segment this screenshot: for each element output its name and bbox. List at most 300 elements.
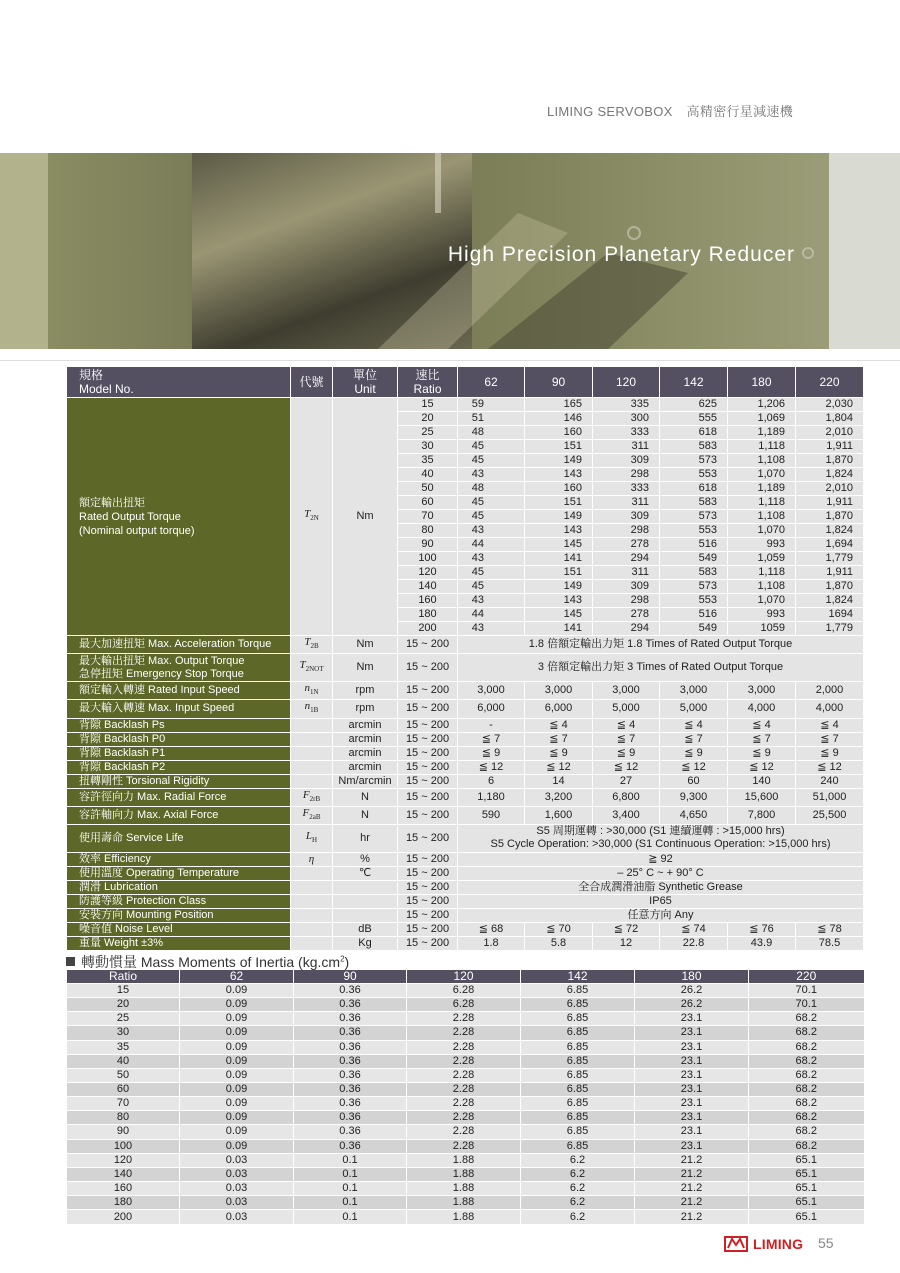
- radial-row: [67, 788, 864, 806]
- rigid-row: [67, 774, 864, 788]
- torque-value: 278: [593, 608, 660, 622]
- temp-ratio: 15 ~ 200: [398, 866, 458, 880]
- eff-value: ≧ 92: [458, 852, 864, 866]
- p0-value: ≦ 7: [458, 732, 525, 746]
- rigid-unit: Nm/arcmin: [333, 774, 398, 788]
- torque-value: 298: [593, 524, 660, 538]
- inertia-value-cell: 23.1: [635, 1012, 749, 1026]
- mount-symbol: [291, 908, 333, 922]
- mount-unit: [333, 908, 398, 922]
- inertia-ratio-cell: 20: [67, 998, 180, 1012]
- temp-value: – 25° C ~ + 90° C: [458, 866, 864, 880]
- model-header-en: Model No.: [79, 382, 134, 396]
- noise-unit: dB: [333, 922, 398, 936]
- inertia-row: [67, 984, 864, 998]
- torque-value: 553: [660, 524, 728, 538]
- weight-row: [67, 936, 864, 950]
- inertia-value-cell: 0.03: [180, 1196, 294, 1210]
- inertia-value-cell: 68.2: [749, 1097, 864, 1111]
- torque-value: 1,911: [796, 440, 864, 454]
- axial-row: [67, 806, 864, 824]
- p1-ratio: 15 ~ 200: [398, 746, 458, 760]
- header-brand-line: [0, 101, 793, 120]
- inertia-value-cell: 6.85: [521, 998, 635, 1012]
- estop-label-2: 急停扭矩 Emergency Stop Torque: [79, 667, 244, 680]
- torque-value: 553: [660, 468, 728, 482]
- p1-value: ≦ 9: [660, 746, 728, 760]
- inertia-value-cell: 68.2: [749, 1068, 864, 1082]
- inertia-value-cell: 2.28: [407, 1040, 521, 1054]
- torque-value: 45: [458, 580, 525, 594]
- torque-value: 516: [660, 538, 728, 552]
- ratio-cell: 120: [398, 566, 458, 580]
- torque-value: 2,010: [796, 426, 864, 440]
- ratio-cell: 30: [398, 440, 458, 454]
- torque-value: 44: [458, 608, 525, 622]
- torque-value: 143: [525, 524, 593, 538]
- lub-label: 潤滑 Lubrication: [67, 880, 291, 894]
- torque-value: 45: [458, 566, 525, 580]
- lub-symbol: [291, 880, 333, 894]
- temp-unit: ℃: [333, 866, 398, 880]
- inertia-row: [67, 1196, 864, 1210]
- mount-label: 安裝方向 Mounting Position: [67, 908, 291, 922]
- inertia-value-cell: 68.2: [749, 1082, 864, 1096]
- inertia-value-cell: 6.2: [521, 1153, 635, 1167]
- radial-value: 15,600: [728, 788, 796, 806]
- inertia-value-cell: 0.03: [180, 1181, 294, 1195]
- accel-symbol: $T_{2B}$: [291, 636, 333, 654]
- torque-value: 278: [593, 538, 660, 552]
- inertia-value-cell: 0.03: [180, 1210, 294, 1224]
- inertia-row: [67, 1210, 864, 1224]
- inertia-value-cell: 6.85: [521, 1068, 635, 1082]
- torque-value: 45: [458, 496, 525, 510]
- max_speed-value: 5,000: [593, 700, 660, 718]
- inertia-value-cell: 1.88: [407, 1196, 521, 1210]
- torque-value: 59: [458, 398, 525, 412]
- torque-value: 335: [593, 398, 660, 412]
- inertia-value-cell: 6.85: [521, 1097, 635, 1111]
- inertia-value-cell: 0.36: [294, 1040, 407, 1054]
- inertia-col-header: 180: [635, 970, 749, 984]
- ps-value: ≦ 4: [728, 718, 796, 732]
- accel-row: [67, 636, 864, 654]
- inertia-value-cell: 0.03: [180, 1153, 294, 1167]
- ps-value: ≦ 4: [525, 718, 593, 732]
- inertia-value-cell: 2.28: [407, 1054, 521, 1068]
- inertia-value-cell: 0.36: [294, 998, 407, 1012]
- torque-value: 993: [728, 608, 796, 622]
- temp-label: 使用溫度 Operating Temperature: [67, 866, 291, 880]
- torque-value: 45: [458, 454, 525, 468]
- inertia-row: [67, 1153, 864, 1167]
- torque-value: 151: [525, 440, 593, 454]
- inertia-value-cell: 21.2: [635, 1167, 749, 1181]
- brand-name: LIMING SERVOBOX: [546, 104, 673, 119]
- inertia-value-cell: 0.09: [180, 1097, 294, 1111]
- torque-value: 625: [660, 398, 728, 412]
- inertia-value-cell: 68.2: [749, 1040, 864, 1054]
- footer-brand: LIMING: [753, 1236, 804, 1252]
- radial-value: 6,800: [593, 788, 660, 806]
- noise-row: [67, 922, 864, 936]
- rated_speed-value: 3,000: [458, 682, 525, 700]
- inertia-value-cell: 0.03: [180, 1167, 294, 1181]
- eff-row: [67, 852, 864, 866]
- inertia-ratio-cell: 160: [67, 1181, 180, 1195]
- ratio-header-en: Ratio: [413, 382, 442, 396]
- inertia-ratio-cell: 200: [67, 1210, 180, 1224]
- inertia-value-cell: 0.09: [180, 1026, 294, 1040]
- inertia-value-cell: 0.36: [294, 1097, 407, 1111]
- inertia-value-cell: 6.85: [521, 1082, 635, 1096]
- lub-row: [67, 880, 864, 894]
- inertia-value-cell: 2.28: [407, 1012, 521, 1026]
- model-header-cn: 規格: [79, 368, 104, 382]
- inertia-value-cell: 6.85: [521, 1111, 635, 1125]
- lub-ratio: 15 ~ 200: [398, 880, 458, 894]
- torque-value: 1,108: [728, 510, 796, 524]
- spec-table: [66, 366, 864, 951]
- inertia-value-cell: 2.28: [407, 1068, 521, 1082]
- inertia-value-cell: 0.36: [294, 1026, 407, 1040]
- p2-value: ≦ 12: [728, 760, 796, 774]
- p2-value: ≦ 12: [593, 760, 660, 774]
- estop-value: 3 倍額定輸出力矩 3 Times of Rated Output Torque: [458, 654, 864, 682]
- torque-value: 1,118: [728, 440, 796, 454]
- banner-title: High Precision Planetary Reducer: [447, 243, 795, 266]
- axial-value: 7,800: [728, 806, 796, 824]
- ratio-cell: 35: [398, 454, 458, 468]
- ratio-header: [398, 367, 458, 398]
- radial-value: 1,180: [458, 788, 525, 806]
- max_speed-ratio: 15 ~ 200: [398, 700, 458, 718]
- inertia-value-cell: 6.28: [407, 998, 521, 1012]
- p2-symbol: [291, 760, 333, 774]
- inertia-title-close: ): [344, 954, 350, 970]
- temp-row: [67, 866, 864, 880]
- noise-ratio: 15 ~ 200: [398, 922, 458, 936]
- rated_speed-label: 額定輸入轉速 Rated Input Speed: [67, 682, 291, 700]
- inertia-value-cell: 0.09: [180, 984, 294, 998]
- torque-value: 141: [525, 622, 593, 636]
- axial-value: 590: [458, 806, 525, 824]
- radial-value: 51,000: [796, 788, 864, 806]
- ratio-cell: 15: [398, 398, 458, 412]
- inertia-ratio-cell: 100: [67, 1139, 180, 1153]
- rigid-value: 6: [458, 774, 525, 788]
- ps-unit: arcmin: [333, 718, 398, 732]
- p2-ratio: 15 ~ 200: [398, 760, 458, 774]
- inertia-value-cell: 68.2: [749, 1125, 864, 1139]
- inertia-value-cell: 68.2: [749, 1111, 864, 1125]
- radial-label: 容許徑向力 Max. Radial Force: [67, 788, 291, 806]
- ratio-cell: 20: [398, 412, 458, 426]
- torque-value: 1,070: [728, 524, 796, 538]
- inertia-row: [67, 1125, 864, 1139]
- prot-unit: [333, 894, 398, 908]
- life-value: [458, 824, 864, 852]
- inertia-value-cell: 2.28: [407, 1139, 521, 1153]
- inertia-value-cell: 23.1: [635, 1068, 749, 1082]
- torque-value: 1,069: [728, 412, 796, 426]
- inertia-value-cell: 23.1: [635, 1082, 749, 1096]
- inertia-value-cell: 2.28: [407, 1125, 521, 1139]
- p2-value: ≦ 12: [525, 760, 593, 774]
- ps-value: ≦ 4: [660, 718, 728, 732]
- torque-value: 333: [593, 482, 660, 496]
- p2-label: 背隙 Backlash P2: [67, 760, 291, 774]
- torque-symbol: $T_{2N}$: [291, 398, 333, 636]
- p1-row: [67, 746, 864, 760]
- weight-value: 22.8: [660, 936, 728, 950]
- page-number: 55: [818, 1235, 834, 1251]
- torque-value: 141: [525, 552, 593, 566]
- torque-value: 1,108: [728, 454, 796, 468]
- noise-symbol: [291, 922, 333, 936]
- inertia-ratio-cell: 180: [67, 1196, 180, 1210]
- size-header: 142: [660, 367, 728, 398]
- torque-value: 1,824: [796, 524, 864, 538]
- estop-row: [67, 654, 864, 682]
- inertia-value-cell: 6.85: [521, 1012, 635, 1026]
- inertia-col-header: 142: [521, 970, 635, 984]
- torque-value: 2,030: [796, 398, 864, 412]
- size-header: 62: [458, 367, 525, 398]
- torque-value: 516: [660, 608, 728, 622]
- inertia-ratio-cell: 90: [67, 1125, 180, 1139]
- torque-value: 43: [458, 524, 525, 538]
- torque-value: 51: [458, 412, 525, 426]
- torque-value: 1,911: [796, 496, 864, 510]
- prot-row: [67, 894, 864, 908]
- inertia-row: [67, 1097, 864, 1111]
- prot-ratio: 15 ~ 200: [398, 894, 458, 908]
- inertia-value-cell: 0.36: [294, 1012, 407, 1026]
- axial-ratio: 15 ~ 200: [398, 806, 458, 824]
- torque-value: 583: [660, 496, 728, 510]
- inertia-value-cell: 6.2: [521, 1167, 635, 1181]
- max_speed-value: 5,000: [660, 700, 728, 718]
- weight-value: 12: [593, 936, 660, 950]
- ratio-cell: 40: [398, 468, 458, 482]
- inertia-value-cell: 0.1: [294, 1196, 407, 1210]
- torque-value: 1,118: [728, 566, 796, 580]
- torque-value: 145: [525, 538, 593, 552]
- axial-unit: N: [333, 806, 398, 824]
- inertia-value-cell: 6.28: [407, 984, 521, 998]
- axial-symbol: $F_{2aB}$: [291, 806, 333, 824]
- torque-label-note: (Nominal output torque): [79, 524, 195, 537]
- inertia-row: [67, 1040, 864, 1054]
- inertia-value-cell: 6.85: [521, 1040, 635, 1054]
- torque-value: 48: [458, 482, 525, 496]
- inertia-value-cell: 21.2: [635, 1153, 749, 1167]
- size-header: 90: [525, 367, 593, 398]
- inertia-ratio-cell: 120: [67, 1153, 180, 1167]
- p1-value: ≦ 9: [458, 746, 525, 760]
- torque-value: 553: [660, 594, 728, 608]
- ratio-cell: 80: [398, 524, 458, 538]
- rigid-value: 140: [728, 774, 796, 788]
- torque-value: 1,870: [796, 510, 864, 524]
- inertia-value-cell: 0.36: [294, 1068, 407, 1082]
- torque-label-en: Rated Output Torque: [79, 510, 181, 523]
- inertia-value-cell: 0.36: [294, 1125, 407, 1139]
- ps-label: 背隙 Backlash Ps: [67, 718, 291, 732]
- inertia-ratio-cell: 40: [67, 1054, 180, 1068]
- inertia-value-cell: 0.09: [180, 1054, 294, 1068]
- inertia-value-cell: 23.1: [635, 1040, 749, 1054]
- torque-value: 573: [660, 580, 728, 594]
- inertia-row: [67, 998, 864, 1012]
- eff-ratio: 15 ~ 200: [398, 852, 458, 866]
- radial-value: 3,200: [525, 788, 593, 806]
- ratio-cell: 50: [398, 482, 458, 496]
- size-header: 180: [728, 367, 796, 398]
- inertia-col-header: 62: [180, 970, 294, 984]
- p1-label: 背隙 Backlash P1: [67, 746, 291, 760]
- inertia-value-cell: 0.09: [180, 1068, 294, 1082]
- torque-value: 311: [593, 496, 660, 510]
- torque-value: 43: [458, 552, 525, 566]
- torque-value: 149: [525, 580, 593, 594]
- torque-value: 1694: [796, 608, 864, 622]
- inertia-table: [66, 970, 864, 1224]
- torque-value: 1,779: [796, 552, 864, 566]
- weight-symbol: [291, 936, 333, 950]
- torque-value: 43: [458, 594, 525, 608]
- inertia-value-cell: 21.2: [635, 1196, 749, 1210]
- mount-value: 任意方向 Any: [458, 908, 864, 922]
- noise-value: ≦ 72: [593, 922, 660, 936]
- ratio-cell: 25: [398, 426, 458, 440]
- torque-value: 309: [593, 510, 660, 524]
- p2-row: [67, 760, 864, 774]
- rated_speed-row: [67, 682, 864, 700]
- eff-symbol: η: [291, 852, 333, 866]
- inertia-value-cell: 0.09: [180, 1111, 294, 1125]
- estop-label: [67, 654, 291, 682]
- torque-value: 1,870: [796, 580, 864, 594]
- ratio-cell: 100: [398, 552, 458, 566]
- torque-value: 145: [525, 608, 593, 622]
- rigid-ratio: 15 ~ 200: [398, 774, 458, 788]
- ratio-cell: 140: [398, 580, 458, 594]
- inertia-value-cell: 0.09: [180, 1139, 294, 1153]
- axial-value: 1,600: [525, 806, 593, 824]
- inertia-row: [67, 1026, 864, 1040]
- p1-value: ≦ 9: [796, 746, 864, 760]
- torque-value: 549: [660, 552, 728, 566]
- liming-logo-icon: [724, 1234, 748, 1252]
- rated_speed-value: 2,000: [796, 682, 864, 700]
- inertia-value-cell: 0.1: [294, 1167, 407, 1181]
- inertia-value-cell: 6.85: [521, 1139, 635, 1153]
- inertia-row: [67, 1082, 864, 1096]
- axial-value: 25,500: [796, 806, 864, 824]
- lub-value: 全合成潤滑油脂 Synthetic Grease: [458, 880, 864, 894]
- inertia-header-row: [67, 970, 864, 984]
- estop-label-1: 最大輸出扭矩 Max. Output Torque: [79, 654, 245, 667]
- inertia-col-header: 220: [749, 970, 864, 984]
- radial-value: 9,300: [660, 788, 728, 806]
- ps-value: -: [458, 718, 525, 732]
- torque-unit: Nm: [333, 398, 398, 636]
- torque-value: 48: [458, 426, 525, 440]
- torque-value: 583: [660, 566, 728, 580]
- bullet-square-icon: [66, 957, 75, 966]
- inertia-value-cell: 1.88: [407, 1167, 521, 1181]
- inertia-value-cell: 65.1: [749, 1153, 864, 1167]
- p2-value: ≦ 12: [458, 760, 525, 774]
- inertia-ratio-cell: 30: [67, 1026, 180, 1040]
- inertia-value-cell: 0.36: [294, 984, 407, 998]
- inertia-value-cell: 21.2: [635, 1181, 749, 1195]
- weight-value: 1.8: [458, 936, 525, 950]
- p0-value: ≦ 7: [525, 732, 593, 746]
- radial-unit: N: [333, 788, 398, 806]
- inertia-row: [67, 1054, 864, 1068]
- inertia-value-cell: 6.85: [521, 1125, 635, 1139]
- torque-value: 555: [660, 412, 728, 426]
- p0-unit: arcmin: [333, 732, 398, 746]
- inertia-title-sup: 2: [340, 954, 345, 964]
- torque-value: 618: [660, 426, 728, 440]
- torque-value: 45: [458, 440, 525, 454]
- inertia-value-cell: 6.2: [521, 1210, 635, 1224]
- unit-header-en: Unit: [354, 382, 376, 396]
- p0-value: ≦ 7: [660, 732, 728, 746]
- inertia-value-cell: 68.2: [749, 1054, 864, 1068]
- inertia-value-cell: 68.2: [749, 1012, 864, 1026]
- inertia-ratio-cell: 50: [67, 1068, 180, 1082]
- inertia-value-cell: 23.1: [635, 1125, 749, 1139]
- life-value-2: S5 Cycle Operation: >30,000 (S1 Continuous Operation: >15,000 hrs): [490, 838, 831, 851]
- torque-label: [67, 398, 291, 636]
- inertia-value-cell: 65.1: [749, 1181, 864, 1195]
- torque-value: 309: [593, 580, 660, 594]
- rigid-value: 240: [796, 774, 864, 788]
- inertia-value-cell: 0.1: [294, 1153, 407, 1167]
- rated_speed-ratio: 15 ~ 200: [398, 682, 458, 700]
- inertia-ratio-cell: 25: [67, 1012, 180, 1026]
- torque-value: 1,911: [796, 566, 864, 580]
- inertia-title-text: 轉動慣量 Mass Moments of Inertia (kg.cm: [81, 954, 341, 970]
- inertia-value-cell: 1.88: [407, 1153, 521, 1167]
- torque-value: 1,824: [796, 468, 864, 482]
- axial-label: 容許軸向力 Max. Axial Force: [67, 806, 291, 824]
- inertia-value-cell: 70.1: [749, 998, 864, 1012]
- noise-value: ≦ 76: [728, 922, 796, 936]
- torque-value: 1,118: [728, 496, 796, 510]
- inertia-ratio-cell: 15: [67, 984, 180, 998]
- ratio-cell: 160: [398, 594, 458, 608]
- weight-value: 5.8: [525, 936, 593, 950]
- torque-value: 43: [458, 622, 525, 636]
- torque-value: 294: [593, 552, 660, 566]
- inertia-value-cell: 2.28: [407, 1097, 521, 1111]
- inertia-row: [67, 1068, 864, 1082]
- inertia-ratio-cell: 70: [67, 1097, 180, 1111]
- lub-unit: [333, 880, 398, 894]
- torque-value: 149: [525, 454, 593, 468]
- inertia-value-cell: 68.2: [749, 1026, 864, 1040]
- torque-value: 1,694: [796, 538, 864, 552]
- noise-label: 噪音值 Noise Level: [67, 922, 291, 936]
- max_speed-symbol: $n_{1B}$: [291, 700, 333, 718]
